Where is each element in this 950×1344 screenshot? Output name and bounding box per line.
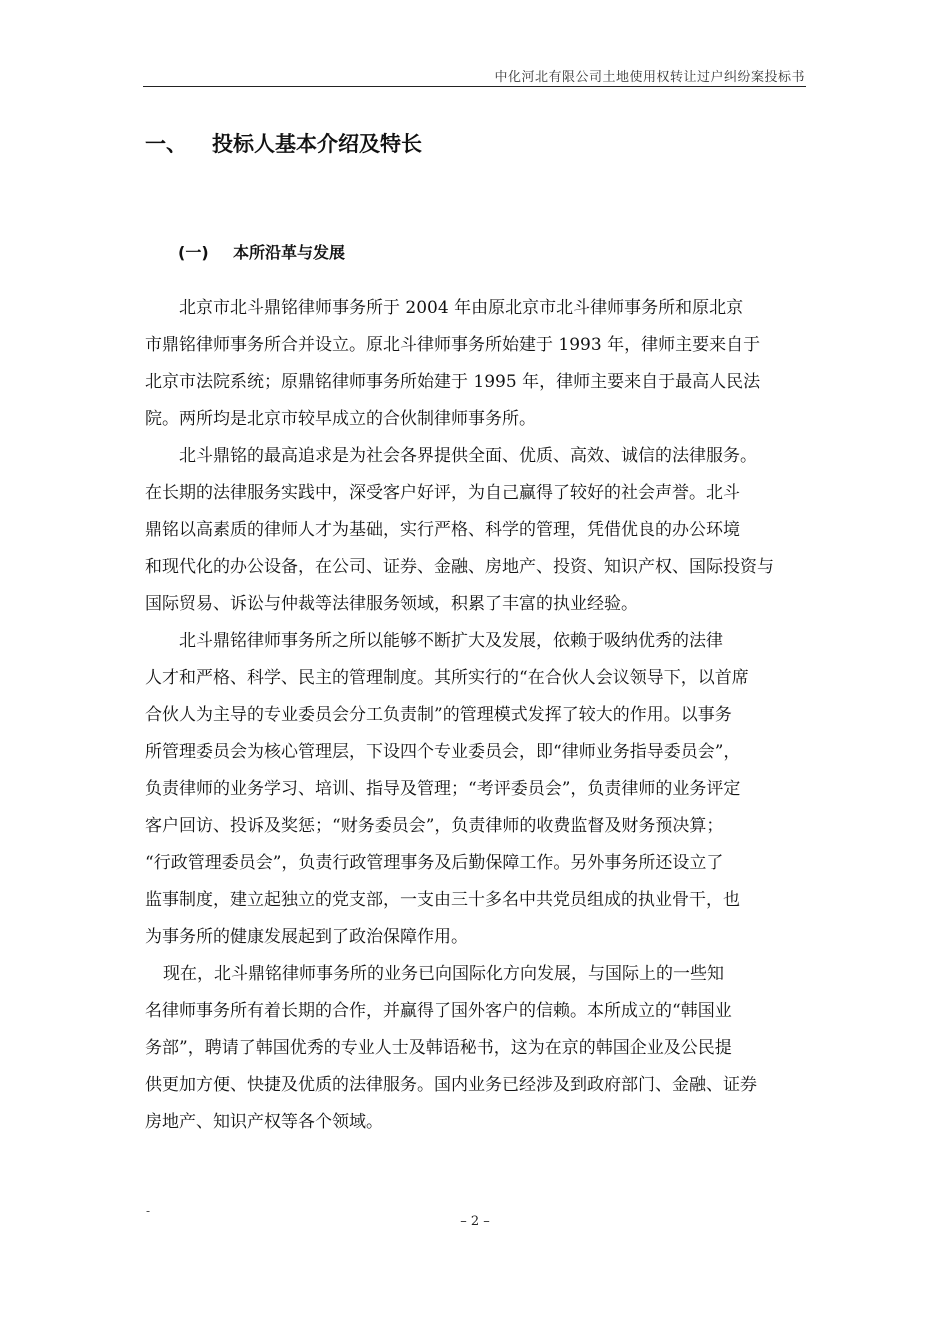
paragraph-line: 北斗鼎铭的最高追求是为社会各界提供全面、优质、高效、诚信的法律服务。: [179, 446, 757, 466]
paragraph-line: 客户回访、投诉及奖惩；“财务委员会”，负责律师的收费监督及财务预决算；: [145, 816, 724, 836]
page-number: – 2 –: [460, 1214, 490, 1229]
paragraph-line: 现在，北斗鼎铭律师事务所的业务已向国际化方向发展，与国际上的一些知: [163, 964, 724, 984]
paragraph-line: 北京市法院系统；原鼎铭律师事务所始建于 1995 年，律师主要来自于最高人民法: [145, 372, 761, 392]
paragraph-line: 市鼎铭律师事务所合并设立。原北斗律师事务所始建于 1993 年，律师主要来自于: [145, 335, 761, 355]
paragraph-line: 国际贸易、诉讼与仲裁等法律服务领域，积累了丰富的执业经验。: [145, 594, 638, 614]
paragraph-line: 合伙人为主导的专业委员会分工负责制”的管理模式发挥了较大的作用。以事务: [145, 705, 732, 725]
subsection-heading: [178, 240, 345, 263]
paragraph-line: 为事务所的健康发展起到了政治保障作用。: [145, 927, 468, 947]
paragraph-line: 北斗鼎铭律师事务所之所以能够不断扩大及发展，依赖于吸纳优秀的法律: [179, 631, 723, 651]
subsection-number: (一): [178, 243, 209, 262]
paragraph-line: 所管理委员会为核心管理层，下设四个专业委员会，即“律师业务指导委员会”，: [145, 742, 741, 762]
section-heading: [145, 128, 422, 158]
paragraph-line: 北京市北斗鼎铭律师事务所于 2004 年由原北京市北斗律师事务所和原北京: [179, 298, 744, 318]
header-divider: [143, 86, 806, 87]
paragraph-line: 负责律师的业务学习、培训、指导及管理；“考评委员会”，负责律师的业务评定: [145, 779, 741, 799]
section-title: 投标人基本介绍及特长: [212, 132, 422, 156]
body-text: [145, 290, 810, 1141]
paragraph-line: “行政管理委员会”，负责行政管理事务及后勤保障工作。另外事务所还设立了: [145, 853, 724, 873]
paragraph-line: 房地产、知识产权等各个领域。: [145, 1112, 383, 1132]
running-header: 中化河北有限公司土地使用权转让过户纠纷案投标书: [494, 70, 805, 85]
paragraph-line: 务部”，聘请了韩国优秀的专业人士及韩语秘书，这为在京的韩国企业及公民提: [145, 1038, 732, 1058]
paragraph-line: 名律师事务所有着长期的合作，并赢得了国外客户的信赖。本所成立的“韩国业: [145, 1001, 732, 1021]
section-number: 一、: [145, 132, 187, 156]
subsection-title: 本所沿革与发展: [233, 243, 346, 262]
paragraph-line: 鼎铭以高素质的律师人才为基础，实行严格、科学的管理，凭借优良的办公环境: [145, 520, 740, 540]
paragraph-line: 和现代化的办公设备，在公司、证券、金融、房地产、投资、知识产权、国际投资与: [145, 557, 774, 577]
paragraph-line: 供更加方便、快捷及优质的法律服务。国内业务已经涉及到政府部门、金融、证券: [145, 1075, 757, 1095]
paragraph-line: 监事制度，建立起独立的党支部，一支由三十多名中共党员组成的执业骨干，也: [145, 890, 740, 910]
paragraph-line: 院。两所均是北京市较早成立的合伙制律师事务所。: [145, 409, 536, 429]
footer-mark: -: [146, 1204, 151, 1218]
paragraph-line: 在长期的法律服务实践中，深受客户好评，为自己赢得了较好的社会声誉。北斗: [145, 483, 740, 503]
paragraph-line: 人才和严格、科学、民主的管理制度。其所实行的“在合伙人会议领导下，以首席: [145, 668, 749, 688]
